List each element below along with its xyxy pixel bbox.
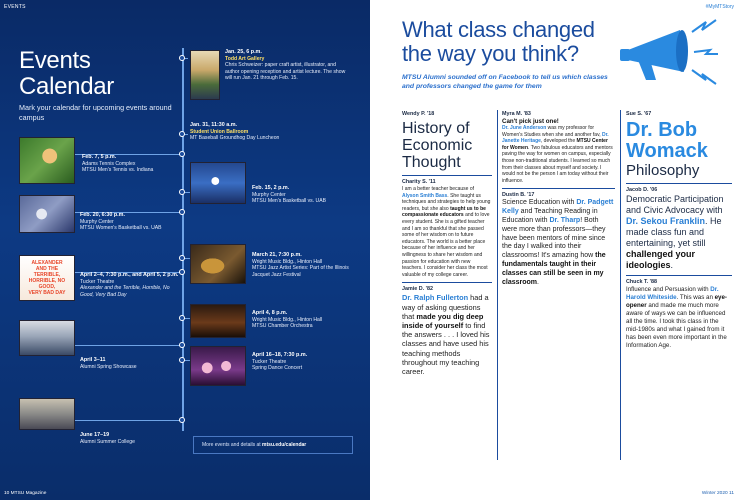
event-mens-basketball: Feb. 15, 2 p.m. Murphy Center MTSU Men's Basketball vs. UAB — [252, 185, 327, 205]
event-theatre-play: April 2–4, 7:30 p.m., and April 5, 2 p.m. Tucker Theatre Alexander and the Terrible, Horrible, No Good, Very Bad Day — [80, 272, 179, 298]
section-tag: EVENTS — [4, 4, 26, 10]
column-2: Myra M. '83 Can't pick just one! Dr. June Anderson was my professor for Women's Studies when she and another fav, Dr. Janette Heritage, developed the MTSU Center for Women. Two fabulous educators and mentors paving the way for women on campus, especially those non-traditional students. I learned so much from their classes about myself and society. I would not be the person I am today without their influence. Dustin B. '17 Science Education with Dr. Padgett Kelly and Teaching Reading in Education with Dr. Tharp! Both were more than professors—they have been mentors of mine since the day I walked into their classrooms! It's amazing how the fundamentals taught in their classes can still be seen in my classroom. — [502, 111, 614, 286]
tennis-photo — [19, 137, 75, 184]
hashtag: #MyMTStory — [705, 4, 734, 10]
page-title-right: What class changed the way you think? — [402, 17, 595, 66]
more-events-box: More events and details at mtsu.edu/calendar — [193, 436, 353, 454]
event-summer-college: June 17–19 Alumni Summer College — [80, 432, 135, 445]
timeline-dot — [179, 55, 185, 61]
jazz-photo — [190, 244, 246, 284]
column-1: Wendy P. '18 History of Economic Thought Charity S. '11 I am a better teacher because of Alyson Smith Bass. She taught us techniques and strategies to help young readers, but she also taught us to be compassionate educators and to love every student. She is a gifted teacher and I am so thankful that she passed some of her wisdom on to future educators. The world is a better place because of her influence and her willingness to share her wisdom and passion for education with new teachers. I consider her class the most valuable of my college career. Jamie D. '82 Dr. Ralph Fullerton had a way of asking questions that made you dig deep inside of yourself to find the answers . . . I loved his classes and have used his teaching methods throughout my teaching career. — [402, 111, 491, 376]
timeline-dot — [179, 151, 185, 157]
event-art-gallery: Jan. 25, 6 p.m. Todd Art Gallery Chris Schweizer: paper craft artist, illustrator, and author opening reception and artist lecture. The show will run Jan. 21 through Feb. 15. — [225, 49, 346, 82]
megaphone-icon — [610, 14, 720, 89]
timeline-dot — [179, 255, 185, 261]
intro-text: MTSU Alumni sounded off on Facebook to tell us which classes and professors changed the game for them — [402, 74, 608, 90]
column-3: Sue S. '67 Dr. Bob Womack Philosophy Jacob D. '06 Democratic Participation and Civic Advocacy with Dr. Sekou Franklin. He made class fun and entertaining, yet still challenged your ideologies. Chuck T. '88 Influence and Persuasion with Dr. Harold Whiteside. This was an eye-opener and made me much more aware of ways we can be influenced all the time. I took this class in the mid-1980s and what I gained from it has been even more important in the Information Age. — [626, 111, 732, 350]
mens-basketball-photo — [190, 162, 246, 204]
event-dance-concert: April 16–18, 7:30 p.m. Tucker Theatre Spring Dance Concert — [252, 352, 308, 372]
timeline-dot — [179, 342, 185, 348]
event-spring-showcase: April 3–11 Alumni Spring Showcase — [80, 357, 137, 370]
timeline-dot — [179, 189, 185, 195]
event-chamber-orchestra: April 4, 8 p.m. Wright Music Bldg., Hinton Hall MTSU Chamber Orchestra — [252, 310, 323, 330]
showcase-photo — [19, 320, 75, 356]
timeline-dot — [179, 315, 185, 321]
page-footer-left: 10 MTSU Magazine — [4, 491, 47, 496]
event-mens-tennis: Feb. 7, 5 p.m. Adams Tennis Complex MTSU Men's Tennis vs. Indiana — [82, 154, 154, 174]
orchestra-photo — [190, 304, 246, 338]
event-womens-basketball-text: Feb. 20, 6:30 p.m. Murphy Center MTSU Women's Basketball vs. UAB — [80, 212, 162, 232]
art-gallery-photo — [190, 50, 220, 100]
page-footer-right: Winter 2020 11 — [701, 491, 734, 496]
calendar-link[interactable]: mtsu.edu/calendar — [262, 442, 307, 448]
theatre-poster-photo: ALEXANDER AND THE TERRIBLE, HORRIBLE, NO GOOD, VERY BAD DAY — [19, 255, 75, 301]
page-title: Events Calendar — [19, 47, 114, 100]
event-jazz-series: March 21, 7:30 p.m. Wright Music Bldg., Hinton Hall MTSU Jazz Artist Series: Part of the Illinois Jacquet Jazz Festival — [252, 252, 349, 278]
timeline-axis — [182, 48, 184, 431]
timeline-dot — [179, 417, 185, 423]
summer-college-photo — [19, 398, 75, 430]
event-baseball-luncheon: Jan. 31, 11:30 a.m. Student Union Ballroom MT Baseball Groundhog Day Luncheon — [190, 122, 280, 142]
timeline-dot — [179, 131, 185, 137]
page-subtitle: Mark your calendar for upcoming events around campus — [19, 103, 172, 122]
dance-photo — [190, 346, 246, 386]
